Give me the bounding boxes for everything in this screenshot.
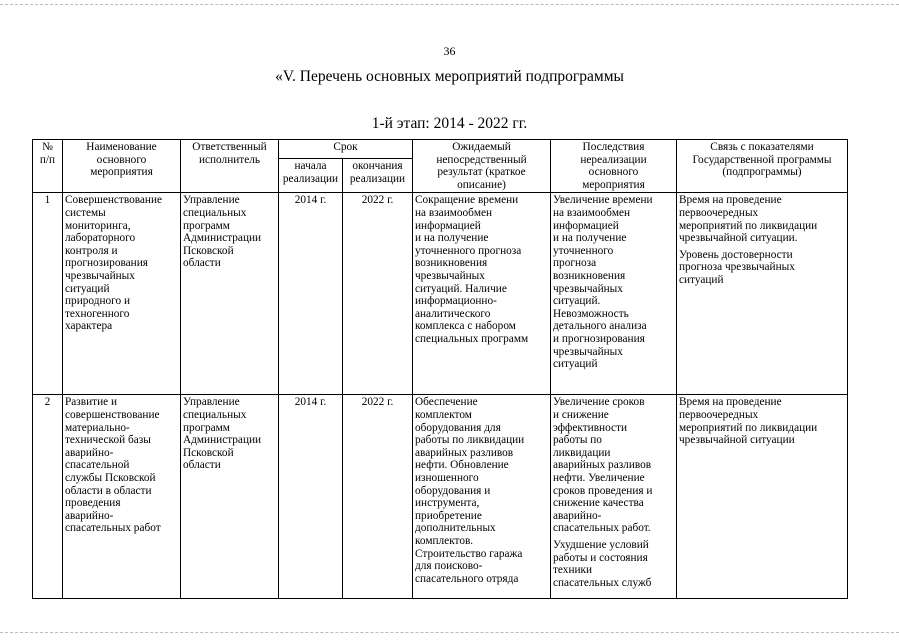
row-responsible: Управление специальных программ Администрации Псковской области <box>181 395 279 599</box>
table-header-row <box>33 140 848 159</box>
header-link: Связь с показателями Государственной программы (подпрограммы) <box>677 140 848 193</box>
row-num: 1 <box>33 193 63 395</box>
header-result: Ожидаемый непосредственный результат (краткое описание) <box>413 140 551 193</box>
header-name: Наименование основного мероприятия <box>63 140 181 193</box>
row-consequences: Увеличение сроков и снижение эффективности работы по ликвидации аварийных разливов нефти. Увеличение сроков проведения и снижение качества аварийно- спасательных работ. <box>553 396 653 535</box>
row-link-text: Уровень достоверности прогноза чрезвычайных ситуаций <box>679 248 795 286</box>
header-start: начала реализации <box>279 159 343 193</box>
scan-top-edge <box>0 4 899 6</box>
stage-title: 1-й этап: 2014 - 2022 гг. <box>371 115 528 132</box>
row-result: Обеспечение комплектом оборудования для работы по ликвидации аварийных разливов нефти. Обновление изношенного оборудования и инструмента, приобретение дополнительных комплектов. Строительство гаража для поисково- спасательного отряда <box>415 396 525 585</box>
header-num: № п/п <box>33 140 63 193</box>
header-end: окончания реализации <box>343 159 413 193</box>
row-result: Сокращение времени на взаимообмен информацией и на получение уточненного прогноза возникновения чрезвычайных ситуаций. Наличие информационно- аналитического комплекса с набором специальных программ <box>415 194 529 345</box>
row-link-text: Время на проведение первоочередных мероприятий по ликвидации чрезвычайной ситуации <box>679 396 818 447</box>
header-responsible: Ответственный исполнитель <box>181 140 279 193</box>
table-row <box>33 395 848 599</box>
scan-bottom-edge <box>0 632 899 634</box>
row-responsible: Управление специальных программ Администрации Псковской области <box>181 193 279 395</box>
row-link-text: Время на проведение первоочередных мероприятий по ликвидации чрезвычайной ситуации. <box>679 194 818 245</box>
header-term: Срок <box>279 140 413 159</box>
row-name: Совершенствование системы мониторинга, лабораторного контроля и прогнозирования чрезвычайных ситуаций природного и техногенного характера <box>65 194 163 333</box>
row-num: 2 <box>33 395 63 599</box>
header-consequences: Последствия нереализации основного мероприятия <box>551 140 677 193</box>
section-title: «V. Перечень основных мероприятий подпрограммы <box>275 68 624 85</box>
table-row <box>33 193 848 395</box>
row-end: 2022 г. <box>343 193 413 395</box>
row-start: 2014 г. <box>279 193 343 395</box>
row-end: 2022 г. <box>343 395 413 599</box>
row-consequences: Увеличение времени на взаимообмен информацией и на получение уточненного прогноза возникновения чрезвычайных ситуаций. Невозможность детального анализа и прогнозирования чрезвычайных ситуаций <box>553 194 653 371</box>
row-name: Развитие и совершенствование материально- технической базы аварийно- спасательной службы Псковской области в области проведения аварийно- спасательных работ <box>65 396 161 535</box>
row-start: 2014 г. <box>279 395 343 599</box>
row-consequences: Ухудшение условий работы и состояния техники спасательных служб <box>553 538 652 589</box>
page-number: 36 <box>443 44 456 58</box>
activities-table <box>32 139 848 599</box>
